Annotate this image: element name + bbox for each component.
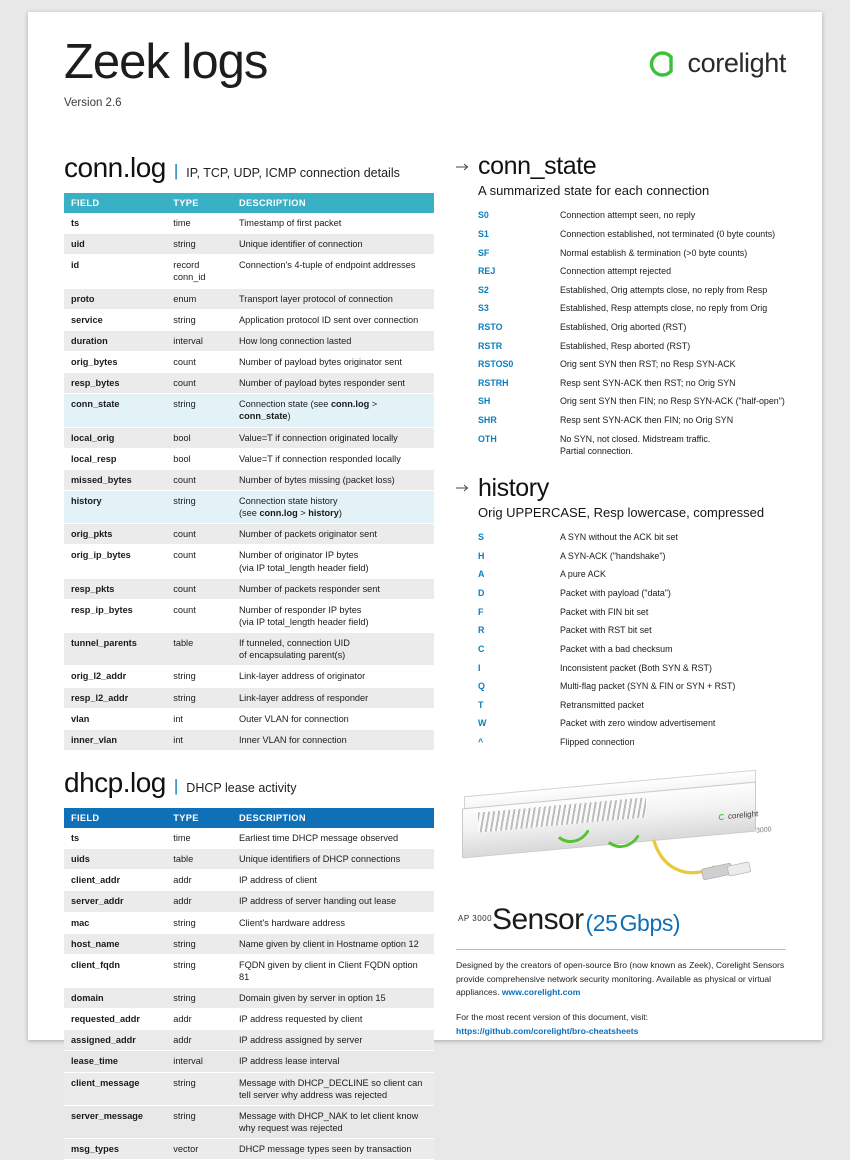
- corelight-c-icon: [718, 813, 725, 821]
- cell-field: server_message: [64, 1105, 166, 1138]
- history-table: [478, 528, 786, 751]
- sensor-ap-label: AP 3000: [458, 914, 493, 924]
- cell-description: Name given by client in Hostname option 12: [232, 933, 434, 954]
- cell-field: resp_ip_bytes: [64, 599, 166, 632]
- item-key: F: [478, 606, 484, 617]
- table-row: [64, 633, 434, 666]
- table-row: [64, 309, 434, 330]
- list-item: [478, 429, 786, 460]
- cell-description: IP address of client: [232, 870, 434, 891]
- list-item: [478, 602, 786, 621]
- cell-description: Message with DHCP_DECLINE so client can tell server why address was rejected: [232, 1072, 434, 1105]
- cell-type: count: [166, 351, 232, 372]
- table-row: [64, 849, 434, 870]
- list-item: [478, 621, 786, 640]
- page-header: [64, 34, 786, 130]
- footer-divider: [456, 949, 786, 950]
- item-description: Connection established, not terminated (0 byte counts): [560, 228, 776, 239]
- sensor-rate-unit: Gbps): [619, 910, 681, 937]
- cell-description: FQDN given by client in Client FQDN option 81: [232, 954, 434, 987]
- cell-field: orig_l2_addr: [64, 666, 166, 687]
- cell-description: DHCP message types seen by transaction: [232, 1139, 434, 1160]
- cell-field: uids: [64, 849, 166, 870]
- cell-type: count: [166, 578, 232, 599]
- cell-field: ts: [64, 828, 166, 849]
- footer-paragraph-2: [456, 1011, 786, 1038]
- table-row: [64, 288, 434, 309]
- cell-description: Connection state history (see conn.log > history): [232, 490, 434, 523]
- cell-field: local_orig: [64, 427, 166, 448]
- dhcp-log-title: dhcp.log: [64, 766, 166, 798]
- cell-type: string: [166, 1072, 232, 1105]
- item-description: Established, Resp aborted (RST): [560, 340, 691, 351]
- item-description: No SYN, not closed. Midstream traffic. Partial connection.: [560, 433, 711, 456]
- cell-type: count: [166, 373, 232, 394]
- cell-description: Inner VLAN for connection: [232, 729, 434, 750]
- table-row: [64, 394, 434, 427]
- table-row: [64, 870, 434, 891]
- item-key: T: [478, 699, 484, 710]
- cell-field: requested_addr: [64, 1009, 166, 1030]
- item-description: Established, Resp attempts close, no reply from Orig: [560, 303, 768, 314]
- cell-type: string: [166, 234, 232, 255]
- list-item: [478, 318, 786, 337]
- cell-description: IP address requested by client: [232, 1009, 434, 1030]
- table-row: [64, 891, 434, 912]
- history-heading: [456, 474, 786, 503]
- cell-type: time: [166, 828, 232, 849]
- cell-description: Timestamp of first packet: [232, 213, 434, 234]
- brand-name: corelight: [687, 48, 786, 78]
- conn-log-title: conn.log: [64, 152, 166, 183]
- cheatsheet-page: [28, 12, 822, 1155]
- item-key: D: [478, 588, 485, 599]
- item-key: S: [478, 532, 484, 543]
- list-item: [478, 355, 786, 374]
- cell-description: Connection's 4-tuple of endpoint addresses: [232, 255, 434, 288]
- cell-type: count: [166, 545, 232, 578]
- cell-description: Number of payload bytes responder sent: [232, 373, 434, 394]
- list-item: [478, 547, 786, 566]
- cell-field: orig_bytes: [64, 351, 166, 372]
- item-key: C: [478, 643, 485, 654]
- cell-field: orig_pkts: [64, 524, 166, 545]
- list-item: [478, 640, 786, 659]
- list-item: [478, 280, 786, 299]
- arrow-right-icon: [456, 160, 470, 174]
- table-row: [64, 1072, 434, 1105]
- cell-field: msg_types: [64, 1139, 166, 1160]
- item-key: S0: [478, 210, 489, 221]
- conn-state-subtitle: A summarized state for each connection: [478, 183, 710, 198]
- cell-description: Transport layer protocol of connection: [232, 288, 434, 309]
- footer-text-1: Designed by the creators of open-source Bro (now known as Zeek), Corelight Sensors provide comprehensive network security monitoring. Available as physical or virtual appliances.: [456, 960, 785, 997]
- table-row: [64, 912, 434, 933]
- table-row: [64, 1139, 434, 1160]
- table-row: [64, 599, 434, 632]
- cell-field: client_message: [64, 1072, 166, 1105]
- item-key: RSTRH: [478, 377, 509, 388]
- cell-description: Value=T if connection originated locally: [232, 427, 434, 448]
- conn-state-table: [478, 206, 786, 460]
- table-row: [64, 524, 434, 545]
- item-description: Connection attempt rejected: [560, 266, 672, 277]
- arrow-right-icon: [456, 481, 470, 495]
- cell-field: mac: [64, 912, 166, 933]
- item-key: SF: [478, 247, 490, 258]
- list-item: [478, 695, 786, 714]
- cell-description: Client's hardware address: [232, 912, 434, 933]
- col-field: FIELD: [64, 808, 166, 828]
- cell-type: enum: [166, 288, 232, 309]
- item-description: Packet with zero window advertisement: [560, 718, 716, 729]
- item-key: SH: [478, 396, 491, 407]
- cell-field: history: [64, 490, 166, 523]
- table-row: [64, 373, 434, 394]
- table-row: [64, 255, 434, 288]
- item-key: H: [478, 550, 485, 561]
- item-key: Q: [478, 681, 485, 692]
- left-column: [64, 152, 434, 1160]
- cell-description: Number of packets originator sent: [232, 524, 434, 545]
- cell-description: Number of responder IP bytes (via IP total_length header field): [232, 599, 434, 632]
- table-row: [64, 1030, 434, 1051]
- item-description: Multi-flag packet (SYN & FIN or SYN + RST): [560, 681, 736, 692]
- table-row: [64, 448, 434, 469]
- item-description: Packet with payload ("data"): [560, 588, 671, 599]
- cell-type: int: [166, 708, 232, 729]
- item-key: A: [478, 569, 485, 580]
- list-item: [478, 262, 786, 281]
- right-column: [456, 152, 786, 1160]
- item-description: A SYN-ACK ("handshake"): [560, 550, 666, 561]
- cell-description: IP address lease interval: [232, 1051, 434, 1072]
- cell-description: Number of packets responder sent: [232, 578, 434, 599]
- cell-type: addr: [166, 1009, 232, 1030]
- item-description: Packet with FIN bit set: [560, 606, 649, 617]
- list-item: [478, 714, 786, 733]
- cell-description: Link-layer address of responder: [232, 687, 434, 708]
- cell-description: Unique identifiers of DHCP connections: [232, 849, 434, 870]
- table-row: [64, 213, 434, 234]
- item-description: Orig sent SYN then FIN; no Resp SYN-ACK ("half-open"): [560, 396, 785, 407]
- table-row: [64, 1051, 434, 1072]
- table-row: [64, 490, 434, 523]
- cell-field: conn_state: [64, 394, 166, 427]
- dhcp-log-heading: [64, 767, 434, 799]
- table-row: [64, 988, 434, 1009]
- cell-field: resp_l2_addr: [64, 687, 166, 708]
- item-key: RSTO: [478, 321, 503, 332]
- table-row: [64, 828, 434, 849]
- cell-description: Message with DHCP_NAK to let client know why request was rejected: [232, 1105, 434, 1138]
- cell-description: Connection state (see conn.log > conn_state): [232, 394, 434, 427]
- cell-description: How long connection lasted: [232, 330, 434, 351]
- list-item: [478, 528, 786, 547]
- table-row: [64, 666, 434, 687]
- item-key: S1: [478, 228, 489, 239]
- cell-type: addr: [166, 870, 232, 891]
- cell-field: orig_ip_bytes: [64, 545, 166, 578]
- cell-description: Number of payload bytes originator sent: [232, 351, 434, 372]
- cell-description: Domain given by server in option 15: [232, 988, 434, 1009]
- table-row: [64, 687, 434, 708]
- cell-type: table: [166, 633, 232, 666]
- cell-description: Number of bytes missing (packet loss): [232, 469, 434, 490]
- conn-state-heading: [456, 152, 786, 181]
- cell-description: Unique identifier of connection: [232, 234, 434, 255]
- cell-type: int: [166, 729, 232, 750]
- corelight-website-link[interactable]: www.corelight.com: [501, 986, 581, 997]
- cell-type: count: [166, 524, 232, 545]
- github-cheatsheets-link[interactable]: https://github.com/corelight/bro-cheatsheets: [456, 1025, 639, 1036]
- table-row: [64, 954, 434, 987]
- conn-log-table: [64, 193, 434, 751]
- page-title: Zeek logs: [64, 35, 268, 89]
- table-row: [64, 1009, 434, 1030]
- item-description: Packet with a bad checksum: [560, 643, 673, 654]
- conn-state-title: conn_state: [478, 152, 597, 180]
- item-description: Established, Orig aborted (RST): [560, 321, 687, 332]
- sensor-model-text: 3000: [756, 826, 772, 835]
- list-item: [478, 392, 786, 411]
- cell-description: Number of originator IP bytes (via IP total_length header field): [232, 545, 434, 578]
- cell-type: string: [166, 666, 232, 687]
- item-key: S2: [478, 284, 489, 295]
- cell-field: assigned_addr: [64, 1030, 166, 1051]
- cell-field: inner_vlan: [64, 729, 166, 750]
- cell-type: string: [166, 309, 232, 330]
- item-description: Connection attempt seen, no reply: [560, 210, 696, 221]
- footer-paragraph-1: [456, 959, 786, 999]
- cell-type: string: [166, 490, 232, 523]
- sensor-product-image: [456, 769, 786, 901]
- cell-type: table: [166, 849, 232, 870]
- history-subtitle: Orig UPPERCASE, Resp lowercase, compressed: [478, 504, 765, 520]
- cell-description: IP address assigned by server: [232, 1030, 434, 1051]
- cell-type: time: [166, 213, 232, 234]
- cell-field: vlan: [64, 708, 166, 729]
- table-row: [64, 469, 434, 490]
- cell-field: uid: [64, 234, 166, 255]
- sensor-caption: [456, 903, 786, 937]
- cell-type: record conn_id: [166, 255, 232, 288]
- table-row: [64, 427, 434, 448]
- item-key: REJ: [478, 266, 496, 277]
- list-item: [478, 299, 786, 318]
- list-item: [478, 677, 786, 696]
- cell-field: missed_bytes: [64, 469, 166, 490]
- conn-log-heading: [64, 152, 434, 184]
- cell-description: Application protocol ID sent over connection: [232, 309, 434, 330]
- cell-description: Value=T if connection responded locally: [232, 448, 434, 469]
- table-row: [64, 1105, 434, 1138]
- table-row: [64, 708, 434, 729]
- version-label: Version 2.6: [64, 97, 122, 109]
- table-row: [64, 330, 434, 351]
- dhcp-log-separator: |: [173, 775, 179, 795]
- cell-type: string: [166, 687, 232, 708]
- table-row: [64, 933, 434, 954]
- table-header-row: [64, 193, 434, 213]
- cell-field: client_addr: [64, 870, 166, 891]
- cell-type: vector: [166, 1139, 232, 1160]
- cell-type: count: [166, 599, 232, 632]
- dhcp-log-table: [64, 808, 434, 1160]
- cell-field: domain: [64, 988, 166, 1009]
- col-field: FIELD: [64, 193, 166, 213]
- cell-type: string: [166, 954, 232, 987]
- sensor-word: Sensor: [492, 903, 584, 937]
- list-item: [478, 584, 786, 603]
- cell-field: service: [64, 309, 166, 330]
- cell-type: string: [166, 912, 232, 933]
- cell-description: Earliest time DHCP message observed: [232, 828, 434, 849]
- cell-type: string: [166, 1105, 232, 1138]
- list-item: [478, 243, 786, 262]
- cell-type: bool: [166, 448, 232, 469]
- footer-text-2: For the most recent version of this document, visit:: [456, 1012, 649, 1023]
- brand-logo: [647, 48, 786, 79]
- table-row: [64, 729, 434, 750]
- item-description: Flipped connection: [560, 736, 635, 747]
- cell-type: bool: [166, 427, 232, 448]
- item-description: Inconsistent packet (Both SYN & RST): [560, 662, 712, 673]
- item-description: A pure ACK: [560, 569, 606, 580]
- cell-field: proto: [64, 288, 166, 309]
- cell-field: lease_time: [64, 1051, 166, 1072]
- list-item: [478, 336, 786, 355]
- item-key: ^: [478, 736, 484, 747]
- table-row: [64, 234, 434, 255]
- cell-field: duration: [64, 330, 166, 351]
- cell-field: ts: [64, 213, 166, 234]
- item-description: A SYN without the ACK bit set: [560, 532, 678, 543]
- item-description: Established, Orig attempts close, no reply from Resp: [560, 284, 768, 295]
- cell-description: IP address of server handing out lease: [232, 891, 434, 912]
- list-item: [478, 658, 786, 677]
- cell-field: id: [64, 255, 166, 288]
- cell-type: interval: [166, 330, 232, 351]
- cell-description: Outer VLAN for connection: [232, 708, 434, 729]
- table-row: [64, 578, 434, 599]
- cell-type: addr: [166, 891, 232, 912]
- sensor-rate: (25: [585, 910, 618, 937]
- cell-description: If tunneled, connection UID of encapsulating parent(s): [232, 633, 434, 666]
- list-item: [478, 411, 786, 430]
- cell-type: addr: [166, 1030, 232, 1051]
- fiber-connector: [702, 863, 760, 881]
- table-row: [64, 545, 434, 578]
- item-description: Resp sent SYN-ACK then RST; no Orig SYN: [560, 377, 736, 388]
- col-type: TYPE: [166, 193, 232, 213]
- list-item: [478, 225, 786, 244]
- cell-field: local_resp: [64, 448, 166, 469]
- item-description: Retransmitted packet: [560, 699, 644, 710]
- cell-field: tunnel_parents: [64, 633, 166, 666]
- col-desc: DESCRIPTION: [232, 808, 434, 828]
- item-key: RSTOS0: [478, 359, 514, 370]
- conn-log-subtitle: IP, TCP, UDP, ICMP connection details: [186, 166, 400, 180]
- list-item: [478, 733, 786, 752]
- cell-type: string: [166, 933, 232, 954]
- table-header-row: [64, 808, 434, 828]
- cell-field: server_addr: [64, 891, 166, 912]
- cell-type: string: [166, 988, 232, 1009]
- sensor-led-right: [602, 825, 642, 850]
- item-key: I: [478, 662, 481, 673]
- item-key: RSTR: [478, 340, 503, 351]
- item-key: SHR: [478, 415, 497, 425]
- item-key: OTH: [478, 433, 497, 444]
- list-item: [478, 373, 786, 392]
- item-key: R: [478, 625, 485, 636]
- cell-field: host_name: [64, 933, 166, 954]
- cell-type: interval: [166, 1051, 232, 1072]
- cell-field: client_fqdn: [64, 954, 166, 987]
- dhcp-log-subtitle: DHCP lease activity: [186, 780, 297, 795]
- cell-type: string: [166, 394, 232, 427]
- history-title: history: [478, 473, 549, 502]
- cell-field: resp_bytes: [64, 373, 166, 394]
- table-row: [64, 351, 434, 372]
- sensor-badge-text: corelight: [727, 809, 758, 822]
- cell-field: resp_pkts: [64, 578, 166, 599]
- cell-description: Link-layer address of originator: [232, 666, 434, 687]
- item-description: Packet with RST bit set: [560, 625, 652, 636]
- item-key: S3: [478, 303, 489, 314]
- list-item: [478, 206, 786, 225]
- col-desc: DESCRIPTION: [232, 193, 434, 213]
- item-description: Resp sent SYN-ACK then FIN; no Orig SYN: [560, 415, 734, 425]
- list-item: [478, 565, 786, 584]
- col-type: TYPE: [166, 808, 232, 828]
- corelight-c-icon: [647, 49, 677, 79]
- item-description: Normal establish & termination (>0 byte counts): [560, 247, 748, 258]
- item-key: W: [478, 718, 487, 729]
- conn-log-separator: |: [173, 161, 179, 180]
- cell-type: count: [166, 469, 232, 490]
- item-description: Orig sent SYN then RST; no Resp SYN-ACK: [560, 359, 736, 370]
